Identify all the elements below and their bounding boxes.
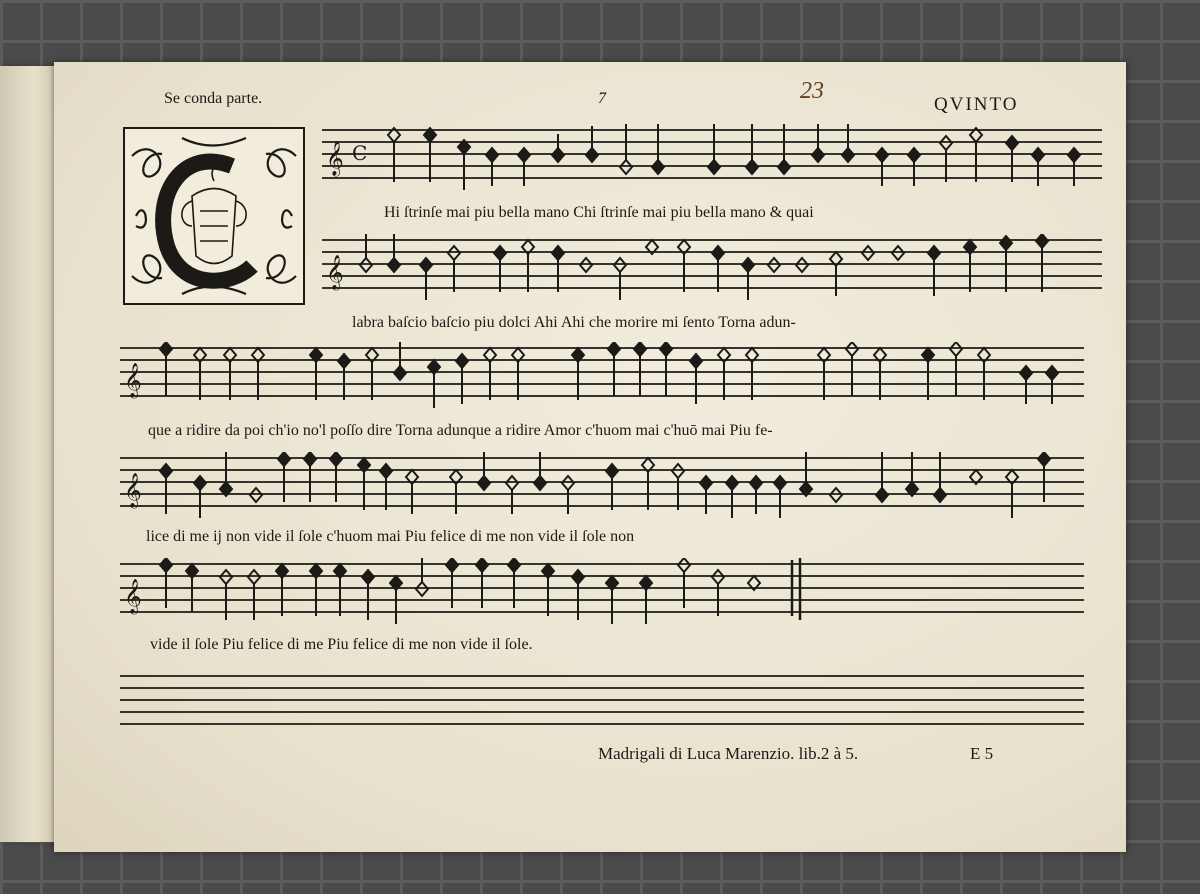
music-staff-5 bbox=[120, 558, 1084, 628]
lyric-line-5: vide il ſole Piu felice di me Piu felice di me non vide il ſole. bbox=[150, 636, 533, 653]
clef-icon: 𝄞 bbox=[326, 141, 344, 176]
empty-music-staff bbox=[120, 670, 1084, 740]
section-heading: Se conda parte. bbox=[164, 90, 263, 107]
music-staff-2 bbox=[322, 234, 1102, 304]
decorated-initial-c bbox=[122, 126, 306, 306]
music-staff-3 bbox=[120, 342, 1084, 412]
music-staff-4 bbox=[120, 452, 1084, 522]
gathering-signature: E 5 bbox=[970, 744, 994, 763]
lyric-line-3: que a ridire da poi ch'io no'l poſſo dire Torna adunque a ridire Amor c'huom mai c'huō mai Piu fe- bbox=[148, 422, 773, 439]
footer-title: Madrigali di Luca Marenzio. lib.2 à 5. bbox=[598, 744, 859, 763]
lyric-line-4: lice di me ij non vide il ſole c'huom mai Piu felice di me non vide il ſole non bbox=[146, 528, 635, 545]
mensuration-sign: C bbox=[352, 141, 368, 165]
clef-icon: 𝄞 bbox=[124, 473, 142, 508]
handwritten-folio-number: 23 bbox=[800, 78, 824, 104]
music-page bbox=[54, 62, 1126, 852]
lyric-line-1: Hi ſtrinſe mai piu bella mano Chi ſtrinſe mai piu bella mano & quai bbox=[384, 204, 814, 221]
left-page-edge bbox=[0, 66, 56, 842]
lyric-line-2: labra baſcio baſcio piu dolci Ahi Ahi che morire mi ſento Torna adun- bbox=[352, 314, 796, 331]
page-number: 7 bbox=[598, 90, 606, 107]
music-staff-1 bbox=[322, 124, 1102, 194]
voice-part-title: QVINTO bbox=[934, 94, 1019, 115]
clef-icon: 𝄞 bbox=[124, 579, 142, 614]
clef-icon: 𝄞 bbox=[326, 255, 344, 290]
clef-icon: 𝄞 bbox=[124, 363, 142, 398]
